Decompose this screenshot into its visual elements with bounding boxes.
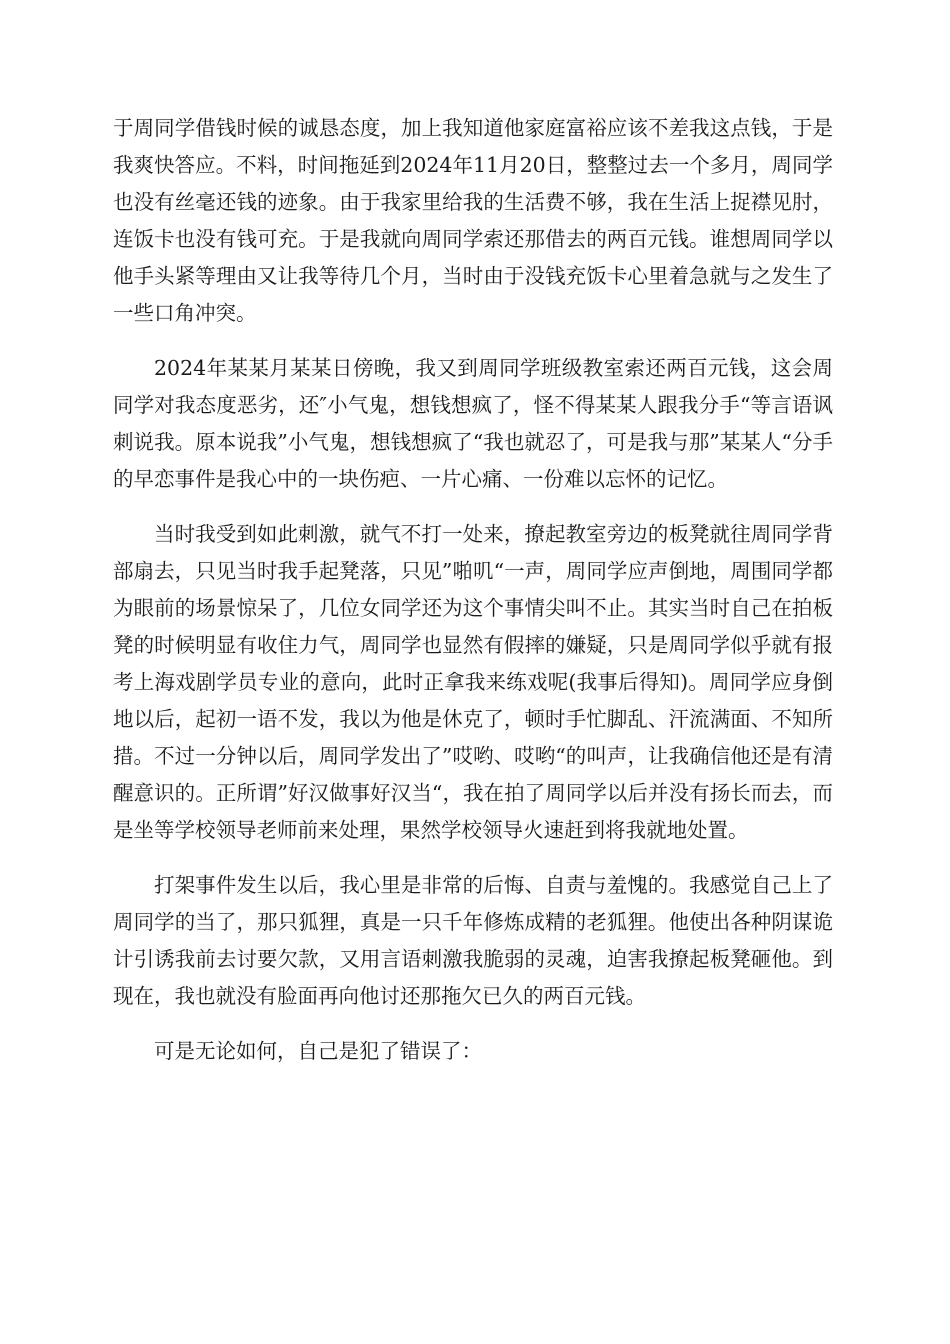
document-page — [113, 110, 833, 1088]
paragraph-4: 打架事件发生以后，我心里是非常的后悔、自责与羞愧的。我感觉自己上了周同学的当了，那只狐狸，真是一只千年修炼成精的老狐狸。他使出各种阴谋诡计引诱我前去讨要欠款，又用言语刺激我脆弱的灵魂，迫害我撩起板凳砸他。到现在，我也就没有脸面再向他讨还那拖欠已久的两百元钱。 — [113, 873, 833, 1008]
paragraph-1: 于周同学借钱时候的诚恳态度，加上我知道他家庭富裕应该不差我这点钱，于是我爽快答应。不料，时间拖延到2024年11月20日，整整过去一个多月，周同学也没有丝毫还钱的迹象。由于我家里给我的生活费不够，我在生活上捉襟见肘，连饭卡也没有钱可充。于是我就向周同学索还那借去的两百元钱。谁想周同学以他手头紧等理由又让我等待几个月，当时由于没钱充饭卡心里着急就与之发生了一些口角冲突。 — [113, 116, 833, 325]
paragraph-3: 当时我受到如此刺激，就气不打一处来，撩起教室旁边的板凳就往周同学背部扇去，只见当时我手起凳落，只见”啪叽“一声，周同学应声倒地，周围同学都为眼前的场景惊呆了，几位女同学还为这个事情尖叫不止。其实当时自己在拍板凳的时候明显有收住力气，周同学也显然有假摔的嫌疑，只是周同学似乎就有报考上海戏剧学员专业的意向，此时正拿我来练戏呢(我事后得知)。周同学应身倒地以后，起初一语不发，我以为他是休克了，顿时手忙脚乱、汗流满面、不知所措。不过一分钟以后，周同学发出了”哎哟、哎哟“的叫声，让我确信他还是有清醒意识的。正所谓”好汉做事好汉当“，我在拍了周同学以后并没有扬长而去，而是坐等学校领导老师前来处理，果然学校领导火速赶到将我就地处置。 — [113, 522, 833, 842]
paragraph-5: 可是无论如何，自己是犯了错误了： — [154, 1039, 482, 1063]
paragraph-2: 2024年某某月某某日傍晚，我又到周同学班级教室索还两百元钱，这会周同学对我态度恶劣，还″小气鬼，想钱想疯了，怪不得某某人跟我分手“等言语讽刺说我。原本说我”小气鬼，想钱想疯了“我也就忍了，可是我与那”某某人“分手的早恋事件是我心中的一块伤疤、一片心痛、一份难以忘怀的记忆。 — [113, 356, 833, 491]
